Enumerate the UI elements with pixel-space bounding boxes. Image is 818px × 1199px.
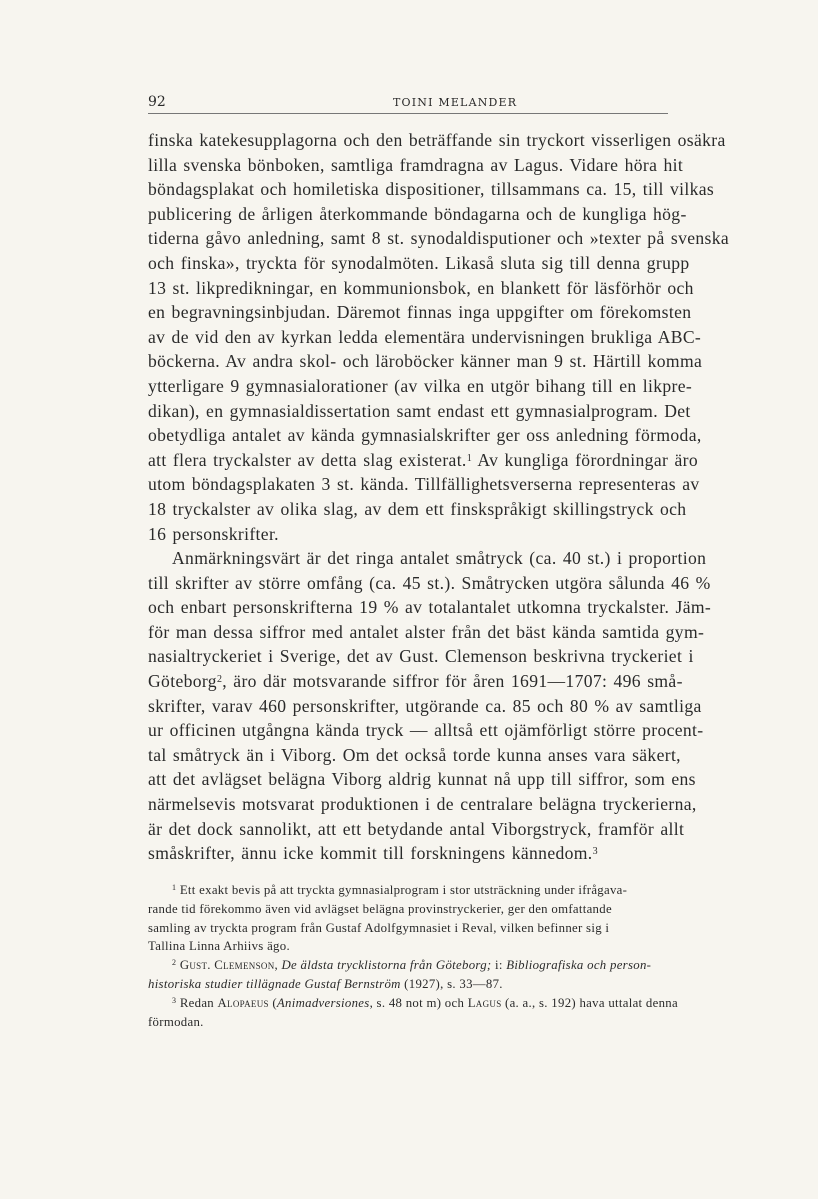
text-line: lilla svenska bönboken, samtliga framdragna av Lagus. Vidare höra hit bbox=[148, 154, 684, 175]
footnote-3: $^3$ Redan Alopaeus (Animadversiones, s. 48 not m) och Lagus (a. a., s. 192) hava uttalat denna förmodan. bbox=[148, 995, 678, 1029]
text-line: dikan), en gymnasialdissertation samt endast ett gymnasialprogram. Det bbox=[148, 400, 691, 421]
footnote-1: $^1$ Ett exakt bevis på att tryckta gymnasialprogram i stor utsträckning under ifrågava- rande tid förekommo även vid avlägset belägna provinstryckerier, ger den omfattande samling av tryckta program från Gustaf Adolfgymnasiet i Reval, vilken befinner sig i Tallina Linna Arhiivs ägo. bbox=[148, 883, 628, 954]
text-line: för man dessa siffror med antalet alster från det bäst kända samtida gym- bbox=[148, 621, 705, 642]
text-line: till skrifter av större omfång (ca. 45 st.). Småtrycken utgöra sålunda 46 % bbox=[148, 572, 711, 593]
author-name: Lagus bbox=[467, 995, 502, 1010]
footnote-ref-3: 3 bbox=[592, 846, 598, 858]
text-line: och enbart personskrifterna 19 % av totalantalet utkomna tryckalster. Jäm- bbox=[148, 597, 712, 618]
text-line: publicering de årligen återkommande böndagarna och de kungliga hög- bbox=[148, 203, 687, 224]
running-title: TOINI MELANDER bbox=[393, 96, 518, 109]
author-name: Gust. Clemenson bbox=[179, 958, 275, 973]
paragraph-1 bbox=[148, 128, 756, 448]
page-number: 92 bbox=[148, 94, 166, 110]
text-line: nasialtryckeriet i Sverige, det av Gust. Clemenson beskrivna tryckeriet i bbox=[148, 646, 694, 667]
text-line: böckerna. Av andra skol- och läroböcker känner man 9 st. Härtill komma bbox=[148, 351, 703, 372]
text-line: finska katekesupplagorna och den beträffande sin tryckort visserligen osäkra bbox=[148, 130, 726, 150]
text-line: ur officinen utgångna kända tryck — alltså ett ojämförligt större procent- bbox=[148, 720, 704, 741]
text-line: tiderna gåvo anledning, samt 8 st. synodaldisputioner och »texter på svenska bbox=[148, 228, 730, 249]
text-line: att det avlägset belägna Viborg aldrig kunnat nå upp till siffror, som ens bbox=[148, 769, 696, 790]
text-line: 18 tryckalster av olika slag, av dem ett finskspråkigt skillingstryck och bbox=[148, 498, 687, 519]
text-line: är det dock sannolikt, att ett betydande antal Viborgstryck, framför allt bbox=[148, 818, 685, 839]
text-line: att flera tryckalster av detta slag existerat.$^1$ Av kungliga förordningar äro bbox=[148, 449, 698, 470]
text-line: och finska», tryckta för synodalmöten. Likaså sluta sig till denna grupp bbox=[148, 252, 690, 273]
text-line: 13 st. likpredikningar, en kommunionsbok, en blankett för läsförhör och bbox=[148, 277, 694, 298]
paragraph-2-cont bbox=[148, 694, 756, 842]
text-line: utom böndagsplakaten 3 st. kända. Tillfällighetsverserna representeras av bbox=[148, 474, 700, 495]
running-header bbox=[148, 94, 668, 114]
text-line: skrifter, varav 460 personskrifter, utgörande ca. 85 och 80 % av samtliga bbox=[148, 695, 702, 716]
text-line: en begravningsinbjudan. Däremot finnas inga uppgifter om förekomsten bbox=[148, 302, 692, 323]
footnote-2: $^2$ Gust. Clemenson, De äldsta trycklistorna från Göteborg; i: Bibliografiska och person- historiska studier tillägnade Gustaf Bernström (1927), s. 33—87. bbox=[148, 958, 652, 991]
paragraph-1-tail bbox=[148, 472, 756, 546]
text-line: Göteborg$^2$, äro där motsvarande siffror för åren 1691—1707: 496 små- bbox=[148, 671, 683, 692]
text-line: närmelsevis motsvarat produktionen i de centralare belägna tryckerierna, bbox=[148, 794, 697, 815]
work-title: De äldsta trycklistorna från Göteborg; bbox=[281, 958, 492, 973]
text-line: böndagsplakat och homiletiska dispositioner, tillsammans ca. 15, till vilkas bbox=[148, 179, 715, 200]
text-line: av de vid den av kyrkan ledda elementära undervisningen brukliga ABC- bbox=[148, 326, 702, 347]
paragraph-2 bbox=[148, 546, 756, 669]
text-line: 16 personskrifter. bbox=[148, 523, 279, 544]
text-line: ytterligare 9 gymnasialorationer (av vilka en utgör bihang till en likpre- bbox=[148, 375, 693, 396]
text-line: obetydliga antalet av kända gymnasialskrifter ger oss anledning förmoda, bbox=[148, 425, 702, 446]
footnotes bbox=[148, 881, 768, 1031]
footnote-ref-1: 1 bbox=[466, 452, 473, 464]
body-text bbox=[148, 128, 756, 866]
footnote-ref-2: 2 bbox=[216, 674, 223, 686]
text-line: tal småtryck än i Viborg. Om det också torde kunna anses vara säkert, bbox=[148, 744, 681, 765]
author-name: Alopaeus bbox=[217, 995, 269, 1010]
work-title: Animadversiones bbox=[276, 995, 370, 1010]
text-line: Anmärkningsvärt är det ringa antalet småtryck (ca. 40 st.) i proportion bbox=[172, 548, 707, 569]
text-line: småskrifter, ännu icke kommit till forskningens kännedom.$^3$ bbox=[148, 843, 598, 864]
